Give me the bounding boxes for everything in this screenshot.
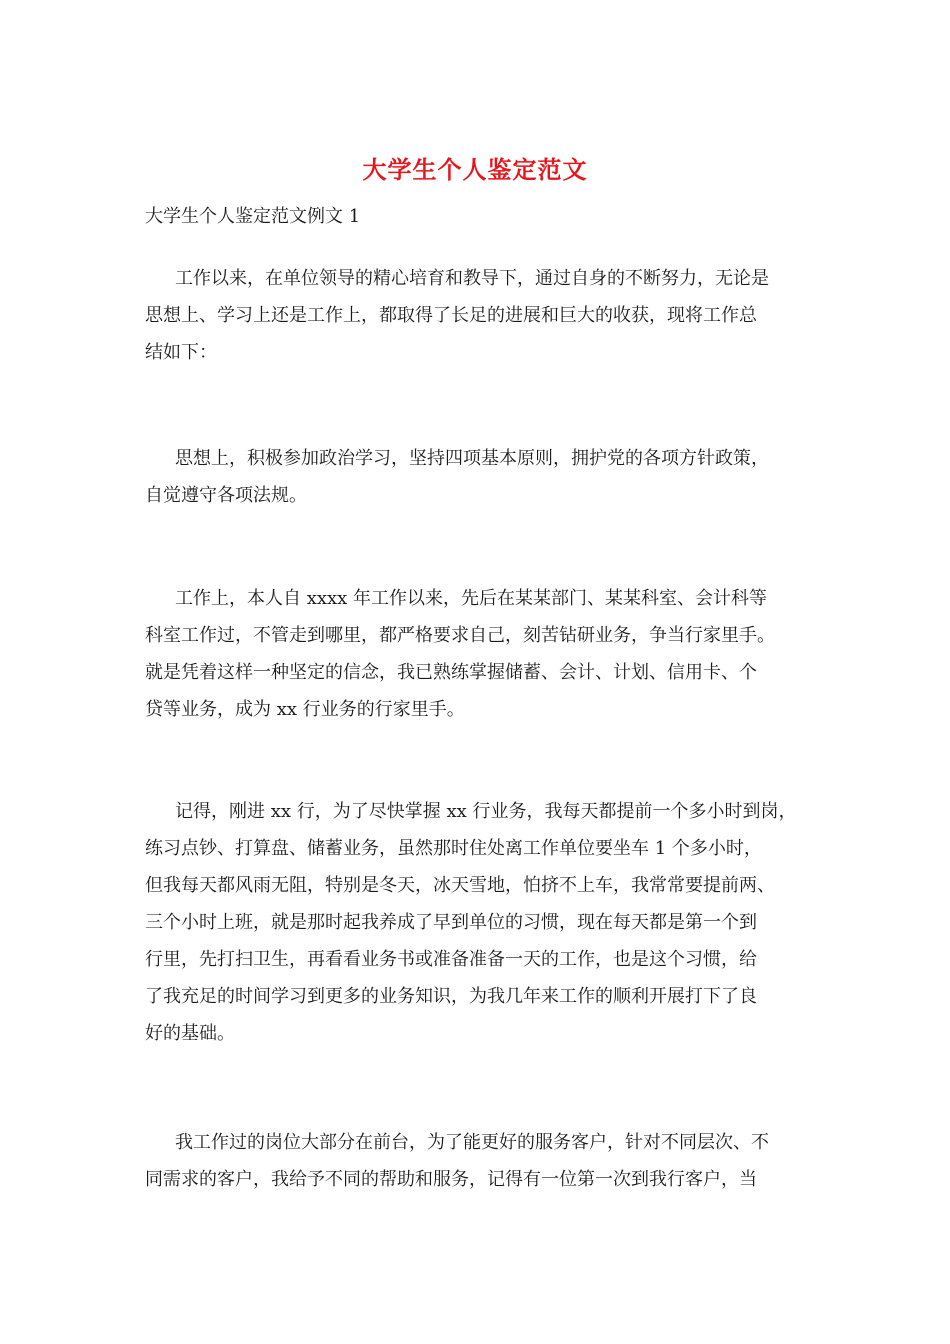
document-subtitle: 大学生个人鉴定范文例文 1 — [145, 206, 361, 227]
paragraph-line: 贷等业务，成为 xx 行业务的行家里手。 — [145, 699, 465, 720]
paragraph-line: 工作以来，在单位领导的精心培育和教导下，通过自身的不断努力，无论是 — [175, 268, 769, 289]
paragraph-line: 好的基础。 — [145, 1023, 235, 1044]
paragraph — [145, 260, 809, 371]
paragraph — [145, 580, 809, 728]
paragraph-line: 我工作过的岗位大部分在前台，为了能更好的服务客户，针对不同层次、不 — [175, 1132, 769, 1153]
paragraph-line: 了我充足的时间学习到更多的业务知识，为我几年来工作的顺利开展打下了良 — [145, 986, 757, 1007]
paragraph-line: 记得，刚进 xx 行，为了尽快掌握 xx 行业务，我每天都提前一个多小时到岗， — [175, 801, 797, 822]
paragraph-line: 但我每天都风雨无阻，特别是冬天，冰天雪地，怕挤不上车，我常常要提前两、 — [145, 875, 775, 896]
paragraph — [145, 1124, 809, 1198]
paragraph-line: 自觉遵守各项法规。 — [145, 485, 307, 506]
paragraph-line: 工作上，本人自 xxxx 年工作以来，先后在某某部门、某某科室、会计科等 — [175, 588, 768, 609]
paragraph — [145, 793, 809, 1052]
paragraph-line: 同需求的客户，我给予不同的帮助和服务，记得有一位第一次到我行客户，当 — [145, 1169, 757, 1190]
paragraph-line: 结如下： — [145, 342, 217, 363]
paragraph-line: 科室工作过，不管走到哪里，都严格要求自己，刻苦钻研业务，争当行家里手。 — [145, 625, 775, 646]
document-title: 大学生个人鉴定范文 — [362, 155, 588, 184]
paragraph-line: 思想上，积极参加政治学习，坚持四项基本原则，拥护党的各项方针政策， — [175, 448, 769, 469]
paragraph — [145, 440, 809, 514]
paragraph-line: 三个小时上班，就是那时起我养成了早到单位的习惯，现在每天都是第一个到 — [145, 912, 757, 933]
paragraph-line: 思想上、学习上还是工作上，都取得了长足的进展和巨大的收获，现将工作总 — [145, 305, 757, 326]
paragraph-line: 练习点钞、打算盘、储蓄业务，虽然那时住处离工作单位要坐车 1 个多小时， — [145, 838, 762, 859]
paragraph-line: 就是凭着这样一种坚定的信念，我已熟练掌握储蓄、会计、计划、信用卡、个 — [145, 662, 757, 683]
paragraph-line: 行里，先打扫卫生，再看看业务书或准备准备一天的工作，也是这个习惯，给 — [145, 949, 757, 970]
